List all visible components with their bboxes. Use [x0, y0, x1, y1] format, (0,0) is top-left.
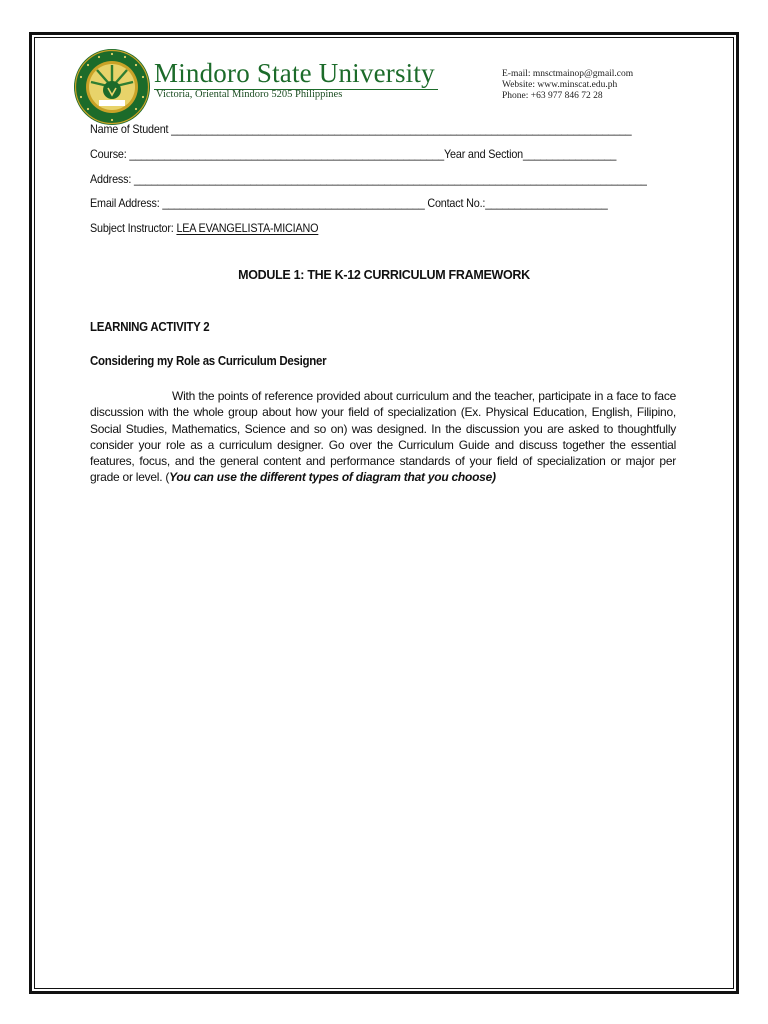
university-seal-logo: [73, 48, 151, 126]
activity-subheading: Considering my Role as Curriculum Designer: [90, 354, 327, 368]
instructions-emphasis: You can use the different types of diagram that you choose): [169, 470, 496, 485]
instructions-paragraph: [90, 388, 676, 486]
contact-phone: Phone: +63 977 846 72 28: [502, 91, 603, 101]
contact-email: E-mail: mnsctmainop@gmail.com: [502, 69, 634, 79]
university-name: Mindoro State University: [154, 58, 435, 88]
instructor-name: LEA EVANGELISTA-MICIANO: [176, 221, 319, 235]
instructor-label: Subject Instructor:: [90, 221, 177, 235]
field-address[interactable]: Address: ________________________________________________________________________________________: [90, 172, 647, 186]
subject-instructor: [90, 221, 318, 235]
module-title: MODULE 1: THE K-12 CURRICULUM FRAMEWORK: [238, 268, 530, 282]
contact-block: [502, 69, 633, 102]
field-course-year-section[interactable]: Course: ______________________________________________________Year and Section________________: [90, 147, 617, 161]
instructions-body: With the points of reference provided about curriculum and the teacher, participate in a face to face discussion with the whole group about how your field of specialization (Ex. Physical Education, English, Filipino, Social Studies, Mathematics, Science and so on) was designed. In the discussion you are asked to thoughtfully consider your role as a curriculum designer. Go over the Curriculum Guide and discuss together the essential features, focus, and the general content and performance standards of your field of specialization or major per grade or level. (: [90, 389, 676, 485]
contact-website: Website: www.minscat.edu.ph: [502, 80, 618, 90]
field-email-contact[interactable]: Email Address: _____________________________________________ Contact No.:_____________________: [90, 196, 608, 210]
activity-heading: LEARNING ACTIVITY 2: [90, 320, 210, 334]
university-address: Victoria, Oriental Mindoro 5205 Philippines: [156, 89, 343, 100]
field-name-of-student[interactable]: Name of Student _______________________________________________________________________________: [90, 122, 632, 136]
